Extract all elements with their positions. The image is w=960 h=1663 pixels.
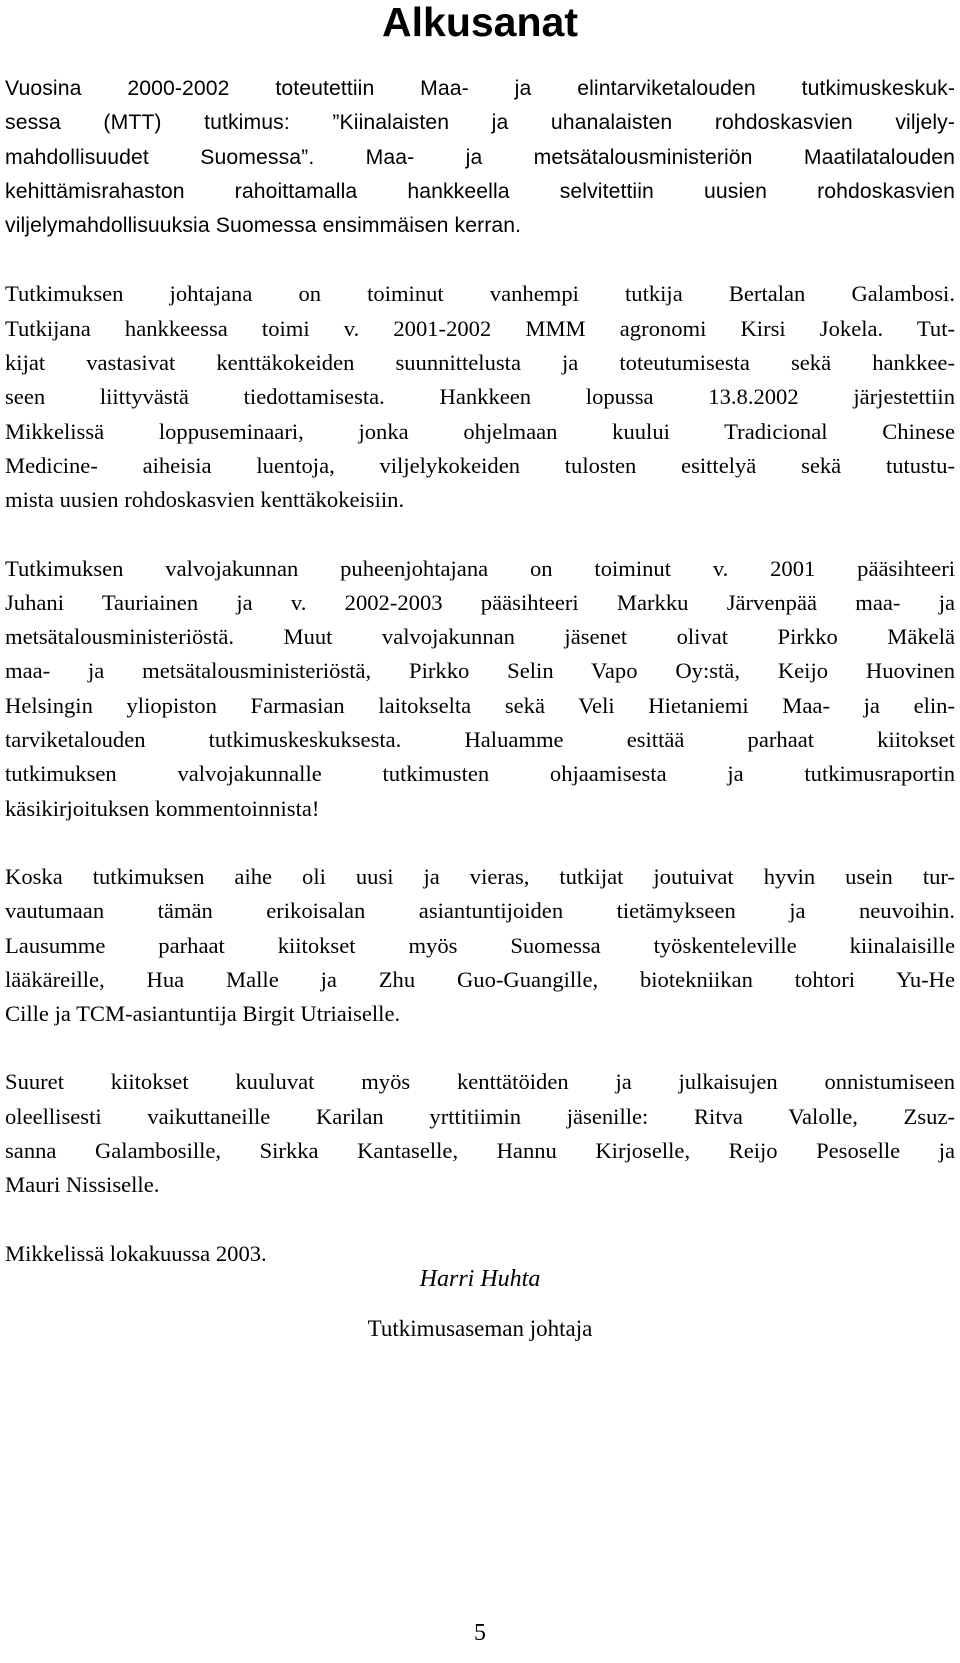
text-line: lääkäreille, Hua Malle ja Zhu Guo-Guangille, biotekniikan tohtori Yu-He xyxy=(5,966,955,992)
text-line: käsikirjoituksen kommentoinnista! xyxy=(5,795,320,821)
paragraph-leadership xyxy=(5,277,955,517)
text-line: seen liittyvästä tiedottamisesta. Hankkeen lopussa 13.8.2002 järjestettiin xyxy=(5,384,955,410)
text-line: Mikkelissä loppuseminaari, jonka ohjelmaan kuului Tradicional Chinese xyxy=(5,418,955,444)
text-line: vautumaan tämän erikoisalan asiantuntijoiden tietämykseen ja neuvoihin. xyxy=(5,898,955,924)
text-line: mahdollisuudet Suomessa”. Maa- ja metsätalousministeriön Maatilatalouden xyxy=(5,145,955,169)
page-title: Alkusanat xyxy=(382,0,578,45)
text-line: metsätalousministeriöstä. Muut valvojakunnan jäsenet olivat Pirkko Mäkelä xyxy=(5,624,955,650)
paragraph-intro xyxy=(5,72,955,243)
signature-role: Tutkimusaseman johtaja xyxy=(367,1316,593,1341)
text-line: Mikkelissä lokakuussa 2003. xyxy=(5,1240,267,1266)
text-line: Medicine- aiheisia luentoja, viljelykokeiden tulosten esittelyä sekä tutustu- xyxy=(5,452,955,478)
signature-name: Harri Huhta xyxy=(419,1266,541,1292)
text-line: mista uusien rohdoskasvien kenttäkokeisiin. xyxy=(5,487,405,513)
text-line: Juhani Tauriainen ja v. 2002-2003 pääsihteeri Markku Järvenpää maa- ja xyxy=(5,589,955,615)
text-line: Tutkimuksen johtajana on toiminut vanhempi tutkija Bertalan Galambosi. xyxy=(5,281,955,307)
text-line: sanna Galambosille, Sirkka Kantaselle, Hannu Kirjoselle, Reijo Pesoselle ja xyxy=(5,1138,955,1164)
text-line: kijat vastasivat kenttäkokeiden suunnittelusta ja toteutumisesta sekä hankkee- xyxy=(5,350,955,376)
text-line: Tutkijana hankkeessa toimi v. 2001-2002 MMM agronomi Kirsi Jokela. Tut- xyxy=(5,315,955,341)
text-line: maa- ja metsätalousministeriöstä, Pirkko Selin Vapo Oy:stä, Keijo Huovinen xyxy=(5,658,955,684)
text-line: oleellisesti vaikuttaneille Karilan yrttitiimin jäsenille: Ritva Valolle, Zsuz- xyxy=(5,1103,955,1129)
text-line: sessa (MTT) tutkimus: ”Kiinalaisten ja uhanalaisten rohdoskasvien viljely- xyxy=(5,111,955,135)
text-line: Lausumme parhaat kiitokset myös Suomessa työskenteleville kiinalaisille xyxy=(5,932,955,958)
text-line: tarviketalouden tutkimuskeskuksesta. Haluamme esittää parhaat kiitokset xyxy=(5,727,955,753)
paragraph-field-team xyxy=(5,1065,955,1202)
text-line: Mauri Nissiselle. xyxy=(5,1172,160,1198)
paragraph-experts xyxy=(5,860,955,1031)
text-line: viljelymahdollisuuksia Suomessa ensimmäisen kerran. xyxy=(5,214,522,238)
paragraph-steering-committee xyxy=(5,552,955,826)
text-line: kehittämisrahaston rahoittamalla hankkeella selvitettiin uusien rohdoskasvien xyxy=(5,179,955,203)
preface-body xyxy=(5,72,955,1305)
text-line: Suuret kiitokset kuuluvat myös kenttätöiden ja julkaisujen onnistumiseen xyxy=(5,1069,955,1095)
text-line: Koska tutkimuksen aihe oli uusi ja vieras, tutkijat joutuivat hyvin usein tur- xyxy=(5,863,955,889)
text-line: Vuosina 2000-2002 toteutettiin Maa- ja elintarviketalouden tutkimuskeskuk- xyxy=(5,77,955,100)
text-line: Tutkimuksen valvojakunnan puheenjohtajana on toiminut v. 2001 pääsihteeri xyxy=(5,555,955,581)
page-number: 5 xyxy=(474,1620,486,1646)
text-line: Helsingin yliopiston Farmasian laitokselta sekä Veli Hietaniemi Maa- ja elin- xyxy=(5,692,955,718)
text-line: tutkimuksen valvojakunnalle tutkimusten ohjaamisesta ja tutkimusraportin xyxy=(5,761,955,787)
text-line: Cille ja TCM-asiantuntija Birgit Utriaiselle. xyxy=(5,1001,401,1027)
